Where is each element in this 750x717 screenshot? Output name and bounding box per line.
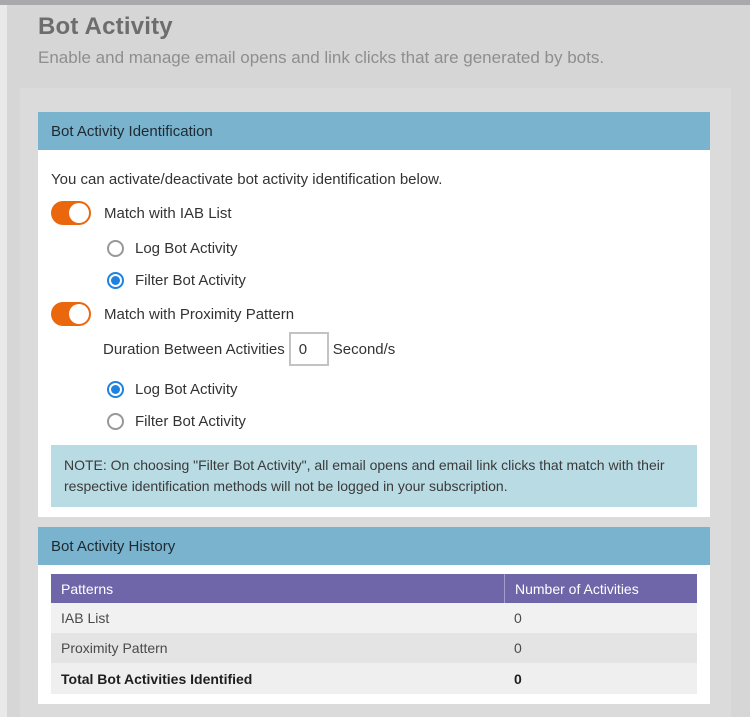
column-header-patterns: Patterns bbox=[61, 580, 114, 597]
proximity-radio-filter-label: Filter Bot Activity bbox=[135, 413, 246, 430]
bot-activity-history-card bbox=[38, 527, 710, 704]
iab-radio-log[interactable] bbox=[107, 240, 697, 257]
radio-dot bbox=[111, 276, 120, 285]
window-top-edge bbox=[0, 0, 750, 5]
iab-toggle-row bbox=[51, 201, 697, 225]
count-cell: 0 bbox=[514, 640, 522, 656]
iab-toggle-switch[interactable] bbox=[51, 201, 91, 225]
radio-dot bbox=[111, 385, 120, 394]
radio-icon[interactable] bbox=[107, 240, 124, 257]
duration-unit-label: Second/s bbox=[332, 340, 396, 358]
page-header bbox=[38, 13, 718, 68]
iab-toggle-label: Match with IAB List bbox=[104, 204, 232, 222]
iab-radio-filter-label: Filter Bot Activity bbox=[135, 272, 246, 289]
window-left-edge bbox=[0, 5, 7, 717]
proximity-radio-filter[interactable] bbox=[107, 413, 697, 430]
pattern-cell: IAB List bbox=[61, 610, 110, 626]
table-header-row bbox=[51, 574, 697, 603]
bot-activity-identification-card bbox=[38, 112, 710, 517]
toggle-knob bbox=[69, 203, 89, 223]
column-header-number-of-activities: Number of Activities bbox=[504, 574, 697, 603]
identification-card-header: Bot Activity Identification bbox=[38, 112, 710, 150]
toggle-knob bbox=[69, 304, 89, 324]
iab-radio-log-label: Log Bot Activity bbox=[135, 240, 238, 257]
table-row-proximity-pattern bbox=[51, 633, 697, 663]
history-table bbox=[51, 574, 697, 694]
proximity-radio-log[interactable] bbox=[107, 381, 697, 398]
pattern-cell: Proximity Pattern bbox=[61, 640, 168, 656]
proximity-radio-log-label: Log Bot Activity bbox=[135, 381, 238, 398]
duration-row bbox=[103, 332, 697, 366]
radio-icon[interactable] bbox=[107, 272, 124, 289]
duration-label: Duration Between Activities bbox=[103, 340, 285, 358]
note-box: NOTE: On choosing "Filter Bot Activity", all email opens and email link clicks that match with their respective identification methods will not be logged in your subscription. bbox=[51, 445, 697, 507]
radio-icon[interactable] bbox=[107, 381, 124, 398]
page-subtitle: Enable and manage email opens and link clicks that are generated by bots. bbox=[38, 48, 605, 67]
pattern-cell: Total Bot Activities Identified bbox=[61, 670, 253, 687]
proximity-toggle-label: Match with Proximity Pattern bbox=[104, 305, 295, 323]
radio-icon[interactable] bbox=[107, 413, 124, 430]
history-card-body bbox=[38, 574, 710, 704]
iab-radio-filter[interactable] bbox=[107, 272, 697, 289]
proximity-toggle-row bbox=[51, 302, 697, 326]
identification-intro-text: You can activate/deactivate bot activity identification below. bbox=[51, 171, 443, 188]
history-card-header: Bot Activity History bbox=[38, 527, 710, 565]
page-title: Bot Activity bbox=[38, 13, 173, 40]
count-cell: 0 bbox=[514, 610, 522, 626]
count-cell: 0 bbox=[514, 670, 522, 687]
identification-card-body bbox=[38, 171, 710, 517]
table-row-iab-list bbox=[51, 603, 697, 633]
proximity-toggle-switch[interactable] bbox=[51, 302, 91, 326]
table-row-total bbox=[51, 663, 697, 694]
duration-input[interactable] bbox=[289, 332, 329, 366]
